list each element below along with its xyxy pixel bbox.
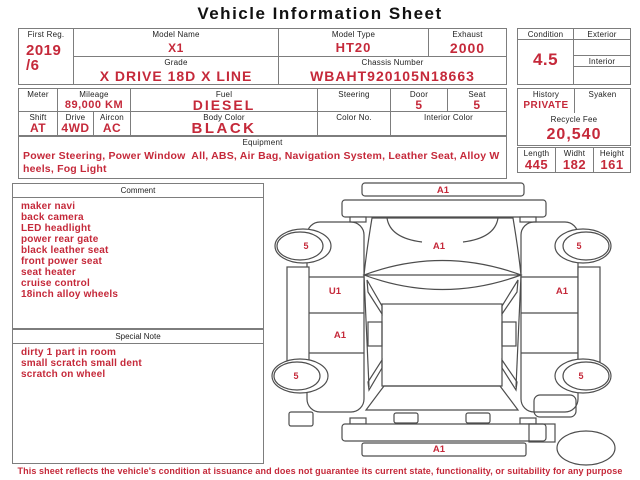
interior-color-label: Interior Color [423, 113, 474, 122]
length-value: 445 [518, 158, 556, 172]
diagram-label-hood: A1 [432, 241, 446, 252]
condition-label: Condition [518, 29, 573, 40]
aircon-value: AC [94, 122, 131, 135]
diagram-label-wheel-fr: 5 [576, 241, 582, 251]
comment-item: maker navi [21, 201, 76, 212]
condition-cell [518, 29, 574, 84]
interior-color-value [391, 122, 506, 135]
headlight-left [387, 218, 422, 242]
comment-item: cruise control [21, 278, 90, 289]
body-color-value: BLACK [131, 122, 318, 135]
meter-label: Meter [19, 89, 58, 100]
color-no-label: Color No. [318, 112, 391, 123]
special-note-item: scratch on wheel [21, 369, 106, 380]
exterior-label: Exterior [574, 29, 630, 40]
special-note-item: dirty 1 part in room [21, 347, 117, 358]
width-label: Widht [556, 148, 594, 159]
recycle-fee-value: 20,540 [546, 126, 602, 143]
diagram-label-top-bar: A1 [436, 185, 450, 196]
equipment-label: Equipment [242, 138, 283, 147]
window-front-right [502, 280, 518, 314]
condition-value: 4.5 [532, 50, 559, 69]
height-value: 161 [600, 158, 624, 172]
exterior-interior-cell [574, 29, 630, 84]
front-bumper-bar [342, 200, 546, 217]
height-label: Height [599, 149, 625, 158]
comment-title: Comment [13, 184, 263, 198]
model-type-label: Model Type [331, 30, 376, 39]
grade-cell [74, 57, 279, 85]
model-type-value: HT20 [335, 40, 372, 55]
aircon-label: Aircon [94, 112, 131, 123]
roof-panel [382, 304, 502, 386]
bumper-tab [520, 418, 536, 424]
page-title: Vehicle Information Sheet [197, 4, 443, 23]
first-reg-label: First Reg. [27, 30, 65, 39]
diagram-label-wheel-rr: 5 [578, 371, 584, 381]
comment-item: back camera [21, 212, 84, 223]
comment-item: LED headlight [21, 223, 91, 234]
taillight-right [466, 413, 490, 423]
recycle-fee-label: Recycle Fee [550, 115, 598, 124]
diagram-label-left-rear-door: A1 [333, 330, 347, 341]
taillight-left [394, 413, 418, 423]
meter-value [19, 99, 58, 111]
special-note-list [13, 344, 263, 380]
comment-item: power rear gate [21, 234, 99, 245]
special-note-title: Special Note [13, 330, 263, 344]
first-reg-cell [19, 29, 74, 84]
mileage-label: Mileage [58, 89, 131, 100]
steering-value [318, 99, 391, 111]
length-label: Length [518, 148, 556, 159]
left-rear-corner [289, 412, 313, 426]
door-value: 5 [391, 99, 448, 111]
comment-section [12, 183, 264, 329]
equipment-value: Power Steering, Power Window All, ABS, Air Bag, Navigation System, Leather Seat, Alloy Wheels, Fog Light [23, 150, 500, 175]
comment-item: 18inch alloy wheels [21, 289, 119, 300]
comment-list [13, 198, 263, 300]
first-reg-month: /6 [26, 58, 40, 73]
diagram-label-wheel-rl: 5 [293, 371, 299, 381]
chassis-number-cell [279, 57, 506, 85]
window-rear-right [502, 360, 517, 390]
syaken-label: Syaken [588, 90, 617, 99]
chassis-number-label: Chassis Number [361, 58, 424, 67]
steering-label: Steering [318, 89, 391, 100]
color-no-value [318, 122, 391, 135]
rear-window [366, 386, 518, 410]
condition-table [517, 28, 631, 85]
diagram-label-wheel-fl: 5 [303, 241, 309, 251]
disclaimer-text: This sheet reflects the vehicle's condition at issuance and does not guarantee its current state, functionality, or suitability for any purpose [17, 466, 623, 476]
comment-item: black leather seat [21, 245, 109, 256]
window-front-left [367, 280, 382, 314]
history-label: History [518, 89, 575, 100]
history-recycle-table [517, 88, 631, 146]
exhaust-cell [429, 29, 506, 56]
window-rear-left [368, 360, 382, 390]
special-note-item: small scratch small dent [21, 358, 142, 369]
headlight-right [463, 218, 498, 242]
equipment-section [18, 136, 507, 179]
spec-table [18, 88, 507, 136]
car-damage-diagram [262, 180, 636, 468]
interior-label: Interior [574, 56, 630, 67]
shift-label: Shift [19, 112, 58, 123]
rear-bumper-bar [342, 424, 546, 441]
interior-value [574, 67, 630, 83]
fuel-value: DIESEL [131, 99, 318, 111]
right-rear-panel [534, 395, 576, 417]
comment-item: front power seat [21, 256, 102, 267]
model-name-value: X1 [168, 41, 184, 55]
diagram-label-left-front-door: U1 [328, 286, 342, 297]
model-name-label: Model Name [152, 30, 200, 39]
syaken-value [575, 99, 630, 113]
dimensions-table [517, 147, 631, 173]
right-sill-strip [578, 267, 600, 362]
window-mid-right [502, 322, 516, 346]
door-label: Door [391, 89, 448, 100]
model-type-cell [279, 29, 429, 56]
grade-value: X DRIVE 18D X LINE [99, 68, 253, 84]
diagram-label-right-front-door: A1 [555, 286, 569, 297]
chassis-number-value: WBAHT920105N18663 [310, 68, 475, 84]
spare-tire [557, 431, 615, 465]
drive-label: Drive [58, 112, 94, 123]
width-value: 182 [556, 158, 594, 172]
shift-value: AT [19, 122, 58, 135]
model-name-cell [74, 29, 279, 56]
first-reg-year: 2019 [26, 43, 62, 58]
special-note-section [12, 329, 264, 464]
left-sill-strip [287, 267, 309, 362]
bumper-tab [350, 418, 366, 424]
window-mid-left [368, 322, 382, 346]
history-value: PRIVATE [518, 99, 575, 113]
exterior-value [574, 40, 630, 56]
body-color-label: Body Color [131, 112, 318, 123]
registration-model-table [18, 28, 507, 85]
mileage-value: 89,000 KM [58, 99, 131, 111]
grade-label: Grade [164, 58, 188, 67]
bumper-tab [350, 217, 366, 222]
diagram-label-rear-bar: A1 [432, 444, 446, 455]
fuel-label: Fuel [131, 89, 318, 100]
drive-value: 4WD [58, 122, 94, 135]
exhaust-label: Exhaust [452, 30, 483, 39]
comment-item: seat heater [21, 267, 77, 278]
bumper-tab [520, 217, 536, 222]
exhaust-value: 2000 [449, 40, 486, 56]
seat-value: 5 [473, 99, 481, 111]
seat-label: Seat [468, 90, 486, 99]
